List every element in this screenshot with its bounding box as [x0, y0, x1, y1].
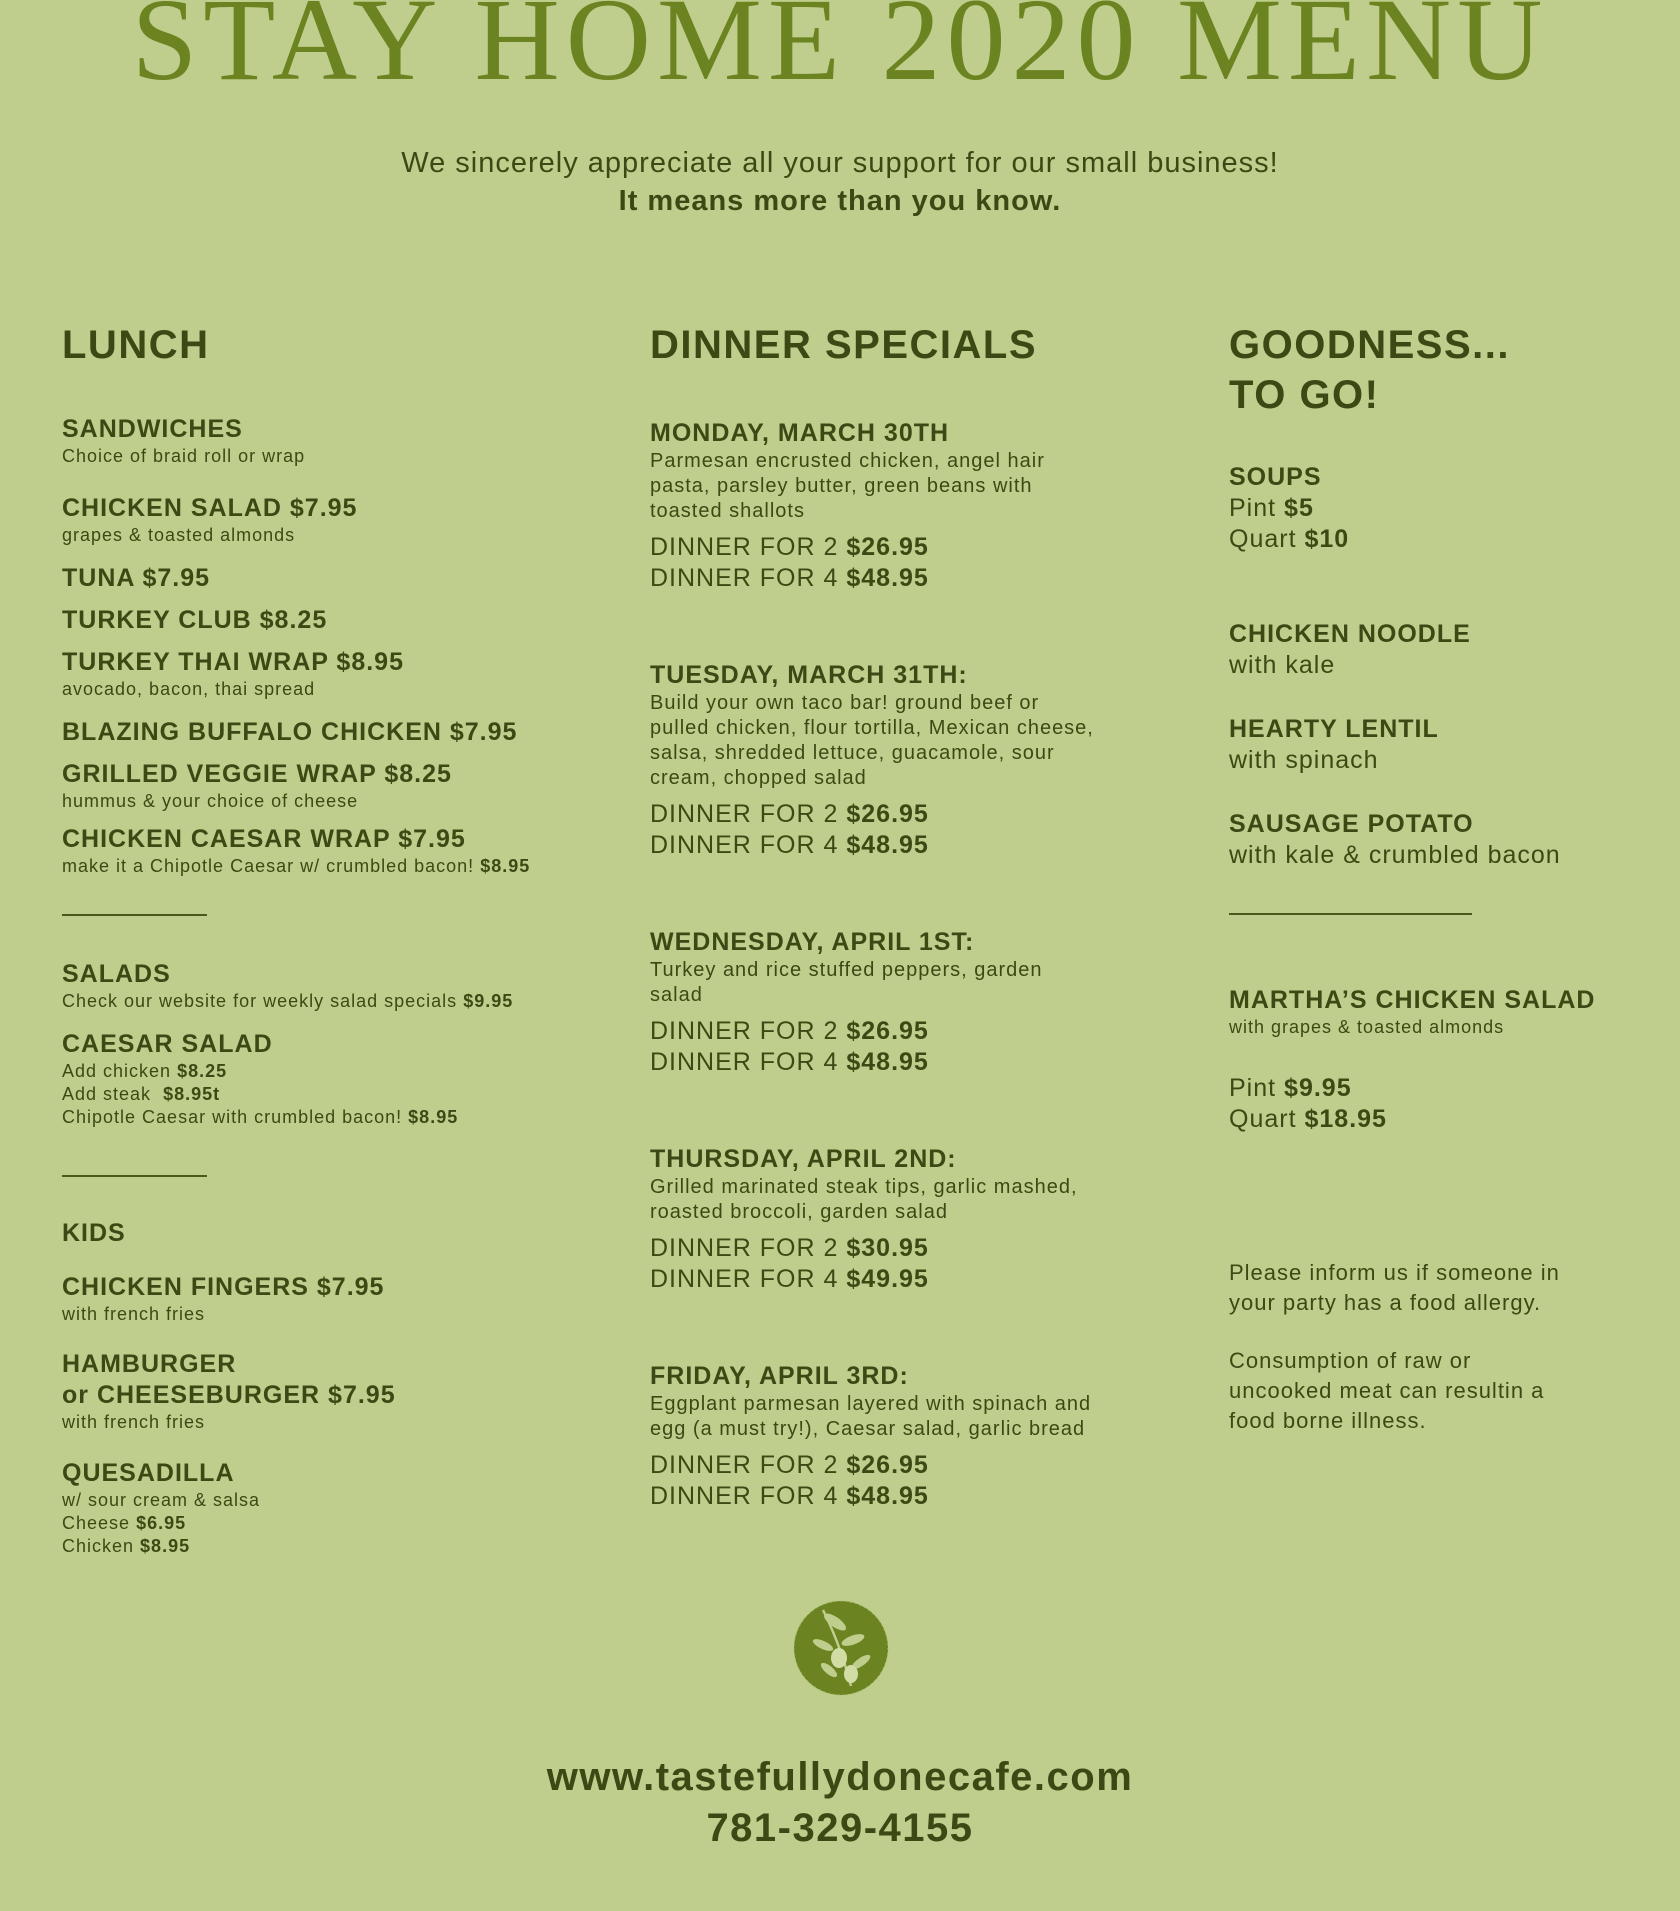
- dinner-day-desc: roasted broccoli, garden salad: [650, 1201, 948, 1223]
- dinner-day-title: MONDAY, MARCH 30TH: [650, 419, 950, 447]
- intro-message: [0, 144, 1680, 220]
- dinner-price: $26.95: [846, 1451, 929, 1479]
- dinner-day-desc: cream, chopped salad: [650, 767, 867, 789]
- lunch-item-note: avocado, bacon, thai spread: [62, 679, 316, 699]
- lunch-item: [62, 717, 582, 748]
- size-price: $18.95: [1304, 1105, 1387, 1133]
- martha-sizes: [1229, 1073, 1649, 1135]
- divider: [62, 914, 207, 916]
- martha-size: [1229, 1104, 1649, 1135]
- allergy-notice: [1229, 1258, 1649, 1318]
- lunch-item-name: CHICKEN CAESAR WRAP $7.95: [62, 825, 466, 853]
- option-label: Chipotle Caesar with crumbled bacon!: [62, 1107, 403, 1127]
- dinner-label: DINNER FOR 2: [650, 1234, 839, 1262]
- caesar-option: [62, 1106, 582, 1129]
- dinner-label: DINNER FOR 2: [650, 1017, 839, 1045]
- togo-column: [1229, 320, 1649, 1436]
- dinner-for-4: [650, 1047, 1150, 1078]
- dinner-label: DINNER FOR 4: [650, 564, 839, 592]
- lunch-item-name: BLAZING BUFFALO CHICKEN $7.95: [62, 718, 518, 746]
- caesar-option: [62, 1083, 582, 1106]
- page-title: STAY HOME 2020 MENU: [131, 0, 1549, 105]
- dinner-day-title: TUESDAY, MARCH 31TH:: [650, 661, 968, 689]
- intro-line-1: We sincerely appreciate all your support for our small business!: [401, 147, 1279, 179]
- size-label: Quart: [1229, 525, 1297, 553]
- dinner-day-desc: Parmesan encrusted chicken, angel hair: [650, 450, 1045, 472]
- dinner-column: [650, 320, 1150, 1512]
- soup-item-note: with kale: [1229, 651, 1336, 679]
- dinner-label: DINNER FOR 4: [650, 1048, 839, 1076]
- dinner-for-2: [650, 1450, 1150, 1481]
- dinner-label: DINNER FOR 2: [650, 1451, 839, 1479]
- kids-item: [62, 1458, 582, 1558]
- allergy-line: Please inform us if someone in: [1229, 1260, 1560, 1285]
- martha-subtitle: with grapes & toasted almonds: [1229, 1017, 1505, 1037]
- lunch-item-note: grapes & toasted almonds: [62, 525, 296, 545]
- soup-item-name: HEARTY LENTIL: [1229, 715, 1439, 743]
- martha-size: [1229, 1073, 1649, 1104]
- option-price: $8.95: [140, 1536, 191, 1556]
- kids-item-note: w/ sour cream & salsa: [62, 1490, 261, 1510]
- soup-item-note: with spinach: [1229, 746, 1379, 774]
- option-price: $8.95t: [163, 1084, 221, 1104]
- dinner-day-desc: Turkey and rice stuffed peppers, garden: [650, 959, 1043, 981]
- lunch-item-name: TURKEY THAI WRAP $8.95: [62, 648, 404, 676]
- dinner-for-2: [650, 1016, 1150, 1047]
- olive-branch-icon: [793, 1600, 889, 1696]
- intro-line-2: It means more than you know.: [618, 185, 1062, 217]
- dinner-label: DINNER FOR 4: [650, 1482, 839, 1510]
- kids-item: [62, 1349, 582, 1434]
- lunch-item-name: CHICKEN SALAD $7.95: [62, 494, 358, 522]
- lunch-item-name: TUNA $7.95: [62, 564, 211, 592]
- lunch-item: [62, 493, 582, 547]
- togo-heading-1: GOODNESS...: [1229, 323, 1510, 367]
- dinner-day: [650, 418, 1150, 594]
- dinner-price: $48.95: [846, 564, 929, 592]
- lunch-item: [62, 824, 582, 878]
- dinner-label: DINNER FOR 2: [650, 533, 839, 561]
- caesar-title: CAESAR SALAD: [62, 1030, 273, 1058]
- sandwiches-subtitle: Choice of braid roll or wrap: [62, 446, 306, 466]
- lunch-heading: LUNCH: [62, 323, 210, 367]
- kids-option: [62, 1535, 582, 1558]
- dinner-day-desc: Eggplant parmesan layered with spinach and: [650, 1393, 1092, 1415]
- dinner-for-4: [650, 1264, 1150, 1295]
- option-label: Add steak: [62, 1084, 152, 1104]
- consumption-notice: [1229, 1346, 1649, 1436]
- dinner-day-title: THURSDAY, APRIL 2ND:: [650, 1145, 957, 1173]
- size-price: $9.95: [1284, 1074, 1352, 1102]
- dinner-for-2: [650, 1233, 1150, 1264]
- note-text: make it a Chipotle Caesar w/ crumbled bacon!: [62, 856, 475, 876]
- dinner-price: $30.95: [846, 1234, 929, 1262]
- kids-item-name-2: or CHEESEBURGER $7.95: [62, 1381, 396, 1409]
- lunch-item: [62, 759, 582, 813]
- allergy-line: your party has a food allergy.: [1229, 1290, 1542, 1315]
- dinner-for-4: [650, 563, 1150, 594]
- soup-size: [1229, 493, 1649, 524]
- dinner-day: [650, 1361, 1150, 1512]
- kids-option: [62, 1512, 582, 1535]
- soup-item-name: SAUSAGE POTATO: [1229, 810, 1474, 838]
- dinner-price: $48.95: [846, 1482, 929, 1510]
- dinner-price: $26.95: [846, 1017, 929, 1045]
- kids-item-note: with french fries: [62, 1304, 206, 1324]
- soup-item-note: with kale & crumbled bacon: [1229, 841, 1561, 869]
- kids-item: [62, 1272, 582, 1326]
- salads-price: $9.95: [463, 991, 514, 1011]
- soup-item: [1229, 714, 1649, 776]
- lunch-item-name: GRILLED VEGGIE WRAP $8.25: [62, 760, 452, 788]
- dinner-day-desc: pulled chicken, flour tortilla, Mexican cheese,: [650, 717, 1094, 739]
- size-label: Quart: [1229, 1105, 1297, 1133]
- dinner-day-desc: salsa, shredded lettuce, guacamole, sour: [650, 742, 1055, 764]
- martha-title: MARTHA’S CHICKEN SALAD: [1229, 986, 1596, 1014]
- size-label: Pint: [1229, 1074, 1277, 1102]
- dinner-price: $26.95: [846, 533, 929, 561]
- soup-item: [1229, 809, 1649, 871]
- soups-section: [1229, 462, 1649, 555]
- option-label: Chicken: [62, 1536, 135, 1556]
- size-price: $5: [1284, 494, 1314, 522]
- dinner-heading: DINNER SPECIALS: [650, 323, 1037, 367]
- salads-note: Check our website for weekly salad specials: [62, 991, 458, 1011]
- option-price: $6.95: [136, 1513, 187, 1533]
- lunch-item: [62, 647, 582, 701]
- dinner-for-4: [650, 1481, 1150, 1512]
- option-price: $8.25: [177, 1061, 228, 1081]
- dinner-day: [650, 660, 1150, 861]
- sandwiches-title: SANDWICHES: [62, 415, 243, 443]
- salads-section: [62, 959, 582, 1013]
- size-price: $10: [1304, 525, 1350, 553]
- dinner-label: DINNER FOR 4: [650, 831, 839, 859]
- dinner-price: $48.95: [846, 1048, 929, 1076]
- dinner-day-desc: salad: [650, 984, 703, 1006]
- dinner-day-desc: Build your own taco bar! ground beef or: [650, 692, 1040, 714]
- kids-item-name: QUESADILLA: [62, 1459, 235, 1487]
- soup-item-name: CHICKEN NOODLE: [1229, 620, 1471, 648]
- dinner-label: DINNER FOR 2: [650, 800, 839, 828]
- kids-item-name: CHICKEN FINGERS $7.95: [62, 1273, 385, 1301]
- salads-title: SALADS: [62, 960, 171, 988]
- dinner-day-desc: Grilled marinated steak tips, garlic mashed,: [650, 1176, 1078, 1198]
- dinner-for-4: [650, 830, 1150, 861]
- lunch-item-note: hummus & your choice of cheese: [62, 791, 359, 811]
- dinner-day-desc: pasta, parsley butter, green beans with: [650, 475, 1033, 497]
- divider: [1229, 913, 1472, 915]
- caesar-section: [62, 1029, 582, 1129]
- kids-item-name: HAMBURGER: [62, 1350, 237, 1378]
- dinner-for-2: [650, 799, 1150, 830]
- dinner-price: $49.95: [846, 1265, 929, 1293]
- kids-item-note: with french fries: [62, 1412, 206, 1432]
- lunch-column: [62, 320, 582, 1558]
- kids-section: [62, 1218, 582, 1249]
- caesar-option: [62, 1060, 582, 1083]
- dinner-price: $26.95: [846, 800, 929, 828]
- dinner-day: [650, 1144, 1150, 1295]
- dinner-for-2: [650, 532, 1150, 563]
- kids-title: KIDS: [62, 1219, 126, 1247]
- size-label: Pint: [1229, 494, 1277, 522]
- option-label: Add chicken: [62, 1061, 172, 1081]
- phone-number[interactable]: 781-329-4155: [706, 1806, 974, 1850]
- dinner-price: $48.95: [846, 831, 929, 859]
- sandwiches-section: [62, 414, 582, 468]
- dinner-day-desc: toasted shallots: [650, 500, 805, 522]
- website-link[interactable]: www.tastefullydonecafe.com: [546, 1755, 1134, 1799]
- dinner-day-title: FRIDAY, APRIL 3RD:: [650, 1362, 909, 1390]
- note-price: $8.95: [480, 856, 531, 876]
- dinner-day-desc: egg (a must try!), Caesar salad, garlic bread: [650, 1418, 1086, 1440]
- dinner-day-list: [650, 418, 1150, 1512]
- lunch-item: [62, 563, 582, 594]
- divider: [62, 1175, 207, 1177]
- consumption-line: food borne illness.: [1229, 1408, 1427, 1433]
- soup-item: [1229, 619, 1649, 681]
- option-price: $8.95: [408, 1107, 459, 1127]
- dinner-day: [650, 927, 1150, 1078]
- dinner-day-title: WEDNESDAY, APRIL 1ST:: [650, 928, 975, 956]
- lunch-item: [62, 605, 582, 636]
- consumption-line: Consumption of raw or: [1229, 1348, 1472, 1373]
- option-label: Cheese: [62, 1513, 131, 1533]
- salads-subtitle: [62, 990, 582, 1013]
- consumption-line: uncooked meat can resultin a: [1229, 1378, 1545, 1403]
- togo-heading-2: TO GO!: [1229, 373, 1380, 417]
- martha-section: [1229, 985, 1649, 1039]
- lunch-item-name: TURKEY CLUB $8.25: [62, 606, 328, 634]
- dinner-label: DINNER FOR 4: [650, 1265, 839, 1293]
- lunch-item-note: [62, 855, 582, 878]
- soups-title: SOUPS: [1229, 463, 1322, 491]
- soup-size: [1229, 524, 1649, 555]
